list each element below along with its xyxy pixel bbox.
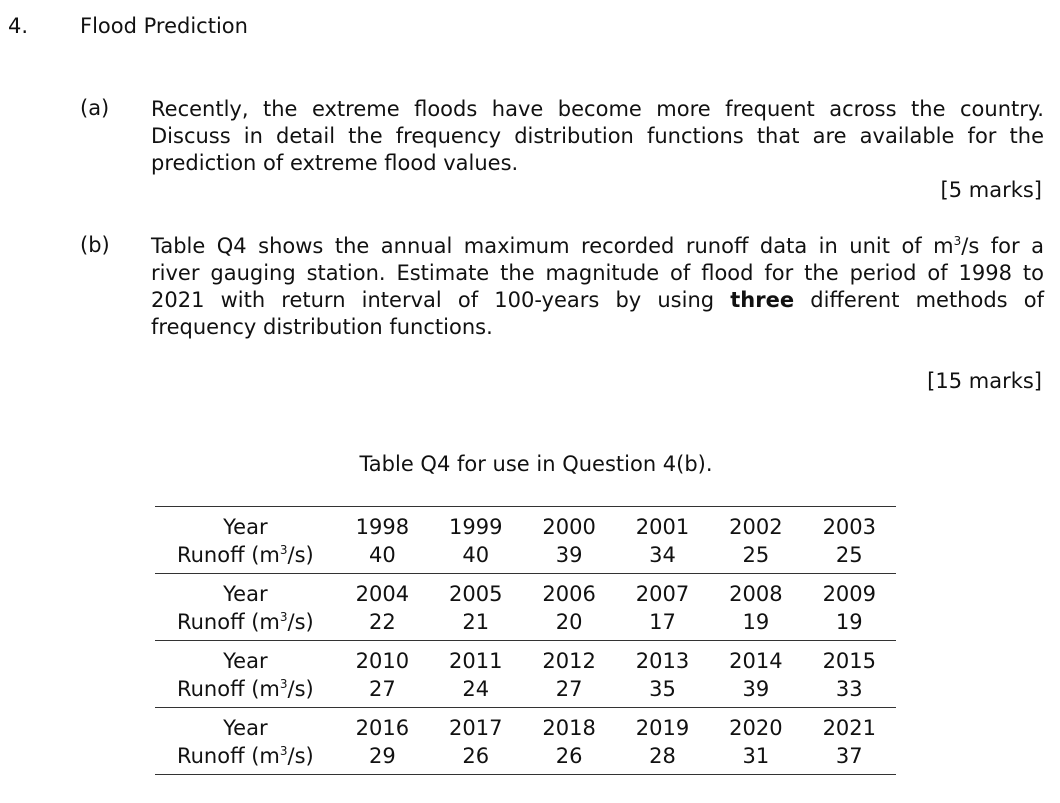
year-cell: 1998	[355, 515, 410, 539]
part-b-line-4: frequency distribution functions.	[151, 315, 493, 339]
year-cell: 2010	[355, 649, 410, 673]
year-cell: 2011	[449, 649, 503, 673]
year-cell: 2007	[635, 582, 690, 606]
part-b-line-3-post: different methods of	[794, 288, 1044, 312]
question-title: Flood Prediction	[80, 14, 248, 38]
year-row-header: Year	[223, 716, 268, 740]
year-cell: 2012	[542, 649, 596, 673]
part-b-line-1	[151, 233, 1044, 260]
runoff-cell: 25	[742, 543, 770, 567]
year-cell: 2001	[635, 515, 690, 539]
part-b-line-1-post: /s for a	[961, 234, 1044, 258]
table-block	[155, 641, 896, 708]
year-cell: 2017	[449, 716, 503, 740]
table-block	[155, 507, 896, 574]
year-cell: 2016	[355, 716, 410, 740]
runoff-label-post: /s)	[287, 677, 314, 701]
table-row-runoff	[155, 675, 896, 708]
year-cell: 2009	[822, 582, 877, 606]
runoff-row-header	[155, 742, 336, 775]
runoff-row-header	[155, 675, 336, 708]
runoff-cell: 21	[462, 610, 490, 634]
year-row-header: Year	[223, 515, 268, 539]
runoff-cell: 37	[835, 744, 863, 768]
runoff-label-sup: 3	[279, 677, 288, 691]
year-cell: 2013	[635, 649, 690, 673]
part-a-label: (a)	[80, 96, 110, 120]
runoff-label-pre: Runoff (m	[176, 677, 280, 701]
table-row-runoff	[155, 608, 896, 641]
year-cell: 2004	[355, 582, 410, 606]
part-b-line-1-pre: Table Q4 shows the annual maximum recorded runoff data in unit of m	[151, 234, 954, 258]
runoff-label-sup: 3	[279, 543, 288, 557]
runoff-cell: 29	[369, 744, 396, 768]
runoff-cell: 25	[835, 543, 863, 567]
year-cell: 2000	[542, 515, 596, 539]
part-a-line-2: Discuss in detail the frequency distribution functions that are available for the	[151, 124, 1044, 148]
part-b-line-3	[151, 287, 1044, 314]
runoff-label-sup: 3	[279, 610, 288, 624]
runoff-cell: 20	[555, 610, 583, 634]
runoff-label-post: /s)	[287, 744, 314, 768]
runoff-cell: 39	[742, 677, 770, 701]
runoff-label-post: /s)	[287, 543, 314, 567]
runoff-cell: 19	[742, 610, 770, 634]
part-b-line-3-bold: three	[730, 288, 795, 312]
part-a-line-3: prediction of extreme flood values.	[151, 151, 519, 175]
runoff-table	[155, 506, 896, 775]
table-block	[155, 708, 896, 775]
year-cell: 2018	[542, 716, 596, 740]
part-b-line-1-sup: 3	[953, 234, 962, 248]
runoff-cell: 26	[462, 744, 490, 768]
table-row-year	[155, 708, 896, 743]
runoff-label-sup: 3	[279, 744, 288, 758]
runoff-label-pre: Runoff (m	[176, 744, 280, 768]
runoff-cell: 22	[369, 610, 396, 634]
year-cell: 2019	[635, 716, 690, 740]
runoff-cell: 40	[369, 543, 396, 567]
year-cell: 2015	[822, 649, 877, 673]
year-cell: 2008	[729, 582, 783, 606]
part-a-line-1: Recently, the extreme floods have become more frequent across the country.	[151, 97, 1044, 121]
part-b-line-2: river gauging station. Estimate the magnitude of flood for the period of 1998 to	[151, 261, 1044, 285]
runoff-cell: 27	[555, 677, 583, 701]
year-row-header: Year	[223, 582, 268, 606]
table-caption: Table Q4 for use in Question 4(b).	[359, 452, 713, 476]
runoff-cell: 39	[555, 543, 583, 567]
runoff-row-header	[155, 541, 336, 574]
runoff-label-pre: Runoff (m	[176, 610, 280, 634]
year-cell: 2003	[822, 515, 877, 539]
table-row-year	[155, 574, 896, 609]
question-number: 4.	[8, 14, 29, 38]
runoff-cell: 24	[462, 677, 490, 701]
part-b-marks: [15 marks]	[927, 369, 1042, 393]
runoff-cell: 19	[835, 610, 863, 634]
runoff-cell: 27	[369, 677, 396, 701]
table-row-year	[155, 641, 896, 676]
table-row-year	[155, 507, 896, 542]
runoff-label-pre: Runoff (m	[176, 543, 280, 567]
runoff-row-header	[155, 608, 336, 641]
runoff-label-post: /s)	[287, 610, 314, 634]
part-b-line-3-pre: 2021 with return interval of 100-years by using	[151, 288, 731, 312]
year-cell: 2002	[729, 515, 783, 539]
part-b-label: (b)	[80, 233, 110, 257]
runoff-cell: 17	[649, 610, 676, 634]
year-cell: 2014	[729, 649, 783, 673]
year-cell: 1999	[449, 515, 503, 539]
runoff-cell: 34	[649, 543, 676, 567]
part-a-marks: [5 marks]	[940, 178, 1042, 202]
runoff-cell: 40	[462, 543, 490, 567]
year-cell: 2020	[729, 716, 783, 740]
table-block	[155, 574, 896, 641]
table-row-runoff	[155, 742, 896, 775]
runoff-cell: 33	[835, 677, 863, 701]
runoff-cell: 28	[649, 744, 676, 768]
runoff-cell: 26	[555, 744, 583, 768]
runoff-cell: 31	[742, 744, 770, 768]
year-cell: 2006	[542, 582, 596, 606]
year-cell: 2005	[449, 582, 503, 606]
part-b-text	[151, 233, 1044, 341]
year-cell: 2021	[822, 716, 877, 740]
runoff-cell: 35	[649, 677, 676, 701]
part-a-text	[151, 96, 1044, 177]
table-row-runoff	[155, 541, 896, 574]
year-row-header: Year	[223, 649, 268, 673]
